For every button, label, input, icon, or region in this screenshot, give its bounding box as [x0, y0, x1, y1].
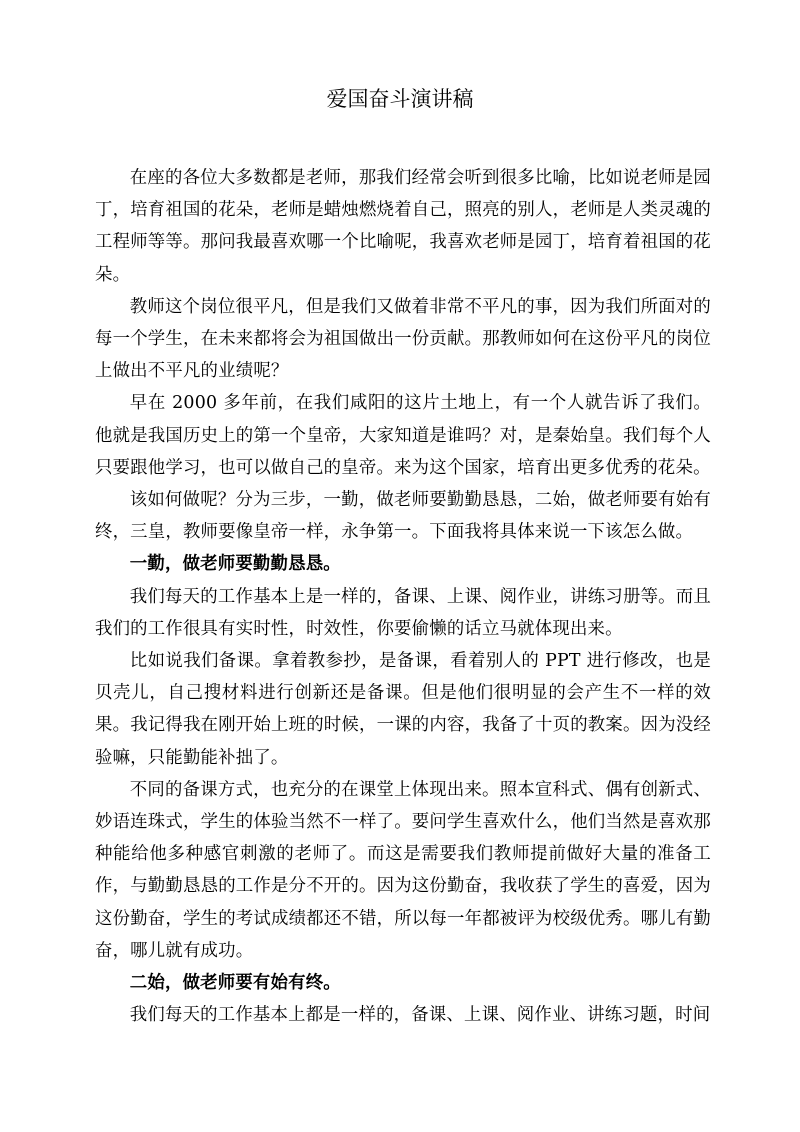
paragraph: 不同的备课方式，也充分的在课堂上体现出来。照本宣科式、偶有创新式、妙语连珠式，学生的体验当然不一样了。要问学生喜欢什么，他们当然是喜欢那种能给他多种感官刺激的老师了。而这是需要我们教师提前做好大量的准备工作，与勤勤恳恳的工作是分不开的。因为这份勤奋，我收获了学生的喜爱，因为这份勤奋，学生的考试成绩都还不错，所以每一年都被评为校级优秀。哪儿有勤奋，哪儿就有成功。	[95, 779, 711, 961]
paragraph: 教师这个岗位很平凡，但是我们又做着非常不平凡的事，因为我们所面对的每一个学生，在未来都将会为祖国做出一份贡献。那教师如何在这份平凡的岗位上做出不平凡的业绩呢？	[95, 296, 711, 382]
paragraph: 我们每天的工作基本上是一样的，备课、上课、阅作业，讲练习册等。而且我们的工作很具有实时性，时效性，你要偷懒的话立马就体现出来。	[95, 586, 711, 639]
section-heading: 二始，做老师要有始有终。	[129, 973, 341, 994]
paragraph: 比如说我们备课。拿着教参抄，是备课，看着别人的 PPT 进行修改，也是贝壳儿，自己搜材料进行创新还是备课。但是他们很明显的会产生不一样的效果。我记得我在刚开始上班的时候，一课的内容，我备了十页的教案。因为没经验嘛，只能勤能补拙了。	[95, 651, 711, 768]
paragraph: 在座的各位大多数都是老师，那我们经常会听到很多比喻，比如说老师是园丁，培育祖国的花朵，老师是蜡烛燃烧着自己，照亮的别人，老师是人类灵魂的工程师等等。那问我最喜欢哪一个比喻呢，我喜欢老师是园丁，培育着祖国的花朵。	[95, 168, 711, 285]
paragraph: 早在 2000 多年前，在我们咸阳的这片土地上，有一个人就告诉了我们。他就是我国历史上的第一个皇帝，大家知道是谁吗？对，是秦始皇。我们每个人只要跟他学习，也可以做自己的皇帝。来为这个国家，培育出更多优秀的花朵。	[95, 393, 711, 478]
paragraph: 我们每天的工作基本上都是一样的，备课、上课、阅作业、讲练习题，时间	[129, 1005, 711, 1026]
section-heading: 一勤，做老师要勤勤恳恳。	[129, 554, 341, 575]
paragraph: 该如何做呢？分为三步，一勤，做老师要勤勤恳恳，二始，做老师要有始有终，三皇，教师要像皇帝一样，永争第一。下面我将具体来说一下该怎么做。	[95, 490, 711, 543]
document-title: 爱国奋斗演讲稿	[326, 87, 474, 111]
document-body	[95, 162, 711, 1031]
